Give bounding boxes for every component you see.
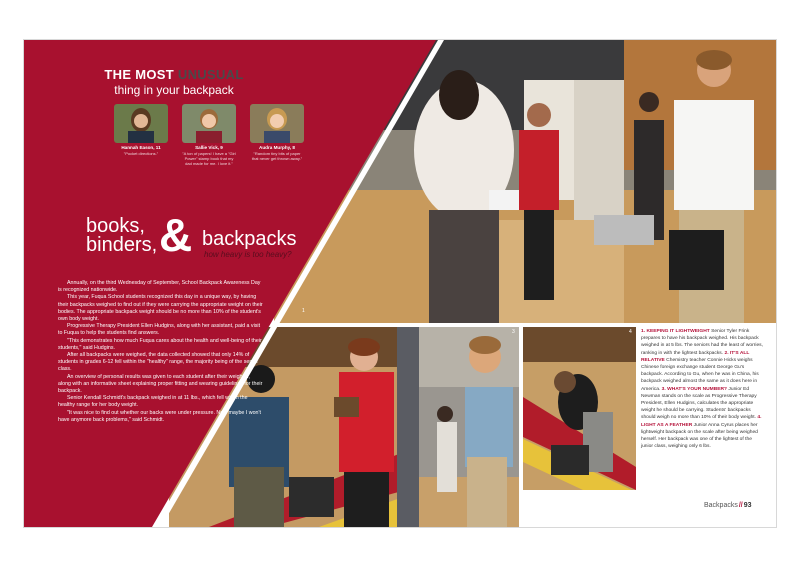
- portrait-name: Hannah Eason, 11: [121, 145, 161, 150]
- title-emphasis: UNUSUAL: [177, 67, 244, 82]
- footer-section: Backpacks: [704, 502, 738, 509]
- headline-ampersand: &: [159, 209, 193, 261]
- caption-keyword: 3. WHAT'S YOUR NUMBER?: [661, 386, 728, 392]
- body-paragraph: This year, Fuqua School students recognized this day in a unique way, by having their backpacks weighed to find out if they were carrying the appropriate weight on their bodies. The appropriate backpack weight should be no more than 10% of the student's own body weight.: [58, 294, 263, 323]
- portrait-photo: [114, 104, 168, 143]
- body-paragraph: An overview of personal results was given to each student after their weigh-in, along with an informative sheet explaining proper fitting and wearing guidelines for their backpack.: [58, 373, 263, 395]
- headline-binders: binders,: [86, 234, 158, 256]
- body-paragraph: Progressive Therapy President Ellen Hudgins, along with her assistant, paid a visit to Fuqua to help the students find answers.: [58, 323, 261, 337]
- photo-number: 1: [302, 308, 305, 314]
- portrait-row: [114, 104, 304, 184]
- portrait-photo: [250, 104, 304, 143]
- caption-text: Chemistry teacher Connie Hicks weighs Chinese foreign exchange student George Gu's backpack. According to Gu, when he was in China, his backpack weighed almost the same as it does here in America.: [641, 357, 759, 392]
- body-copy: [58, 280, 264, 424]
- headline-backpacks: backpacks: [202, 228, 297, 250]
- body-paragraph: After all backpacks were weighed, the data collected showed that only 14% of students in grades 6-12 fell within the "healthy" range, the majority being of the senior class.: [58, 352, 259, 373]
- portrait-card: [182, 104, 236, 166]
- photo-captions: [641, 328, 765, 450]
- caption-keyword: 1. KEEPING IT LIGHTWEIGHT: [641, 329, 710, 334]
- page-number: 93: [743, 502, 752, 509]
- portrait-name: Sallie Vick, 9: [195, 145, 223, 150]
- sidebar-title-line1: [24, 67, 324, 82]
- portrait-photo: [182, 104, 236, 143]
- body-paragraph: Senior Kendall Schmidt's backpack weighed in at 11 lbs., which fell within the healthy range for her body weight.: [58, 395, 248, 409]
- caption-text: Junior Ed Newman stands on the scale as Progressive Therapy President, Ellen Hudgins, calculates the appropriate weight he should be carrying. Students' backpacks should weigh no more than 10% of their body weight.: [641, 386, 758, 421]
- portrait-quote: "A ton of papers! I have a "Girl Power" stamp book that my dad made for me. I love it.": [182, 151, 236, 166]
- body-paragraph: Annually, on the third Wednesday of September, School Backpack Awareness Day is recognized nationwide.: [58, 280, 261, 294]
- photo-number: 3: [512, 329, 515, 335]
- caption-keyword: 2. IT'S ALL RELATIVE: [641, 350, 750, 363]
- yearbook-spread: [24, 40, 776, 527]
- body-paragraph: "This demonstrates how much Fuqua cares about the health and well-being of their students," said Hudgins.: [58, 337, 262, 351]
- sidebar-title-line2: thing in your backpack: [114, 83, 234, 97]
- portrait-card: [114, 104, 168, 156]
- caption-keyword: 4. LIGHT AS A FEATHER: [641, 415, 762, 428]
- page-footer: [704, 502, 752, 509]
- portrait-quote: "Random tiny bits of paper that never get thrown away.": [251, 151, 303, 161]
- headline-subtitle: how heavy is too heavy?: [204, 250, 292, 259]
- sidebar-title: [24, 67, 324, 97]
- body-paragraph: "It was nice to find out whether our backs were under pressure. Now maybe I won't have anymore back problems," said Schmidt.: [58, 409, 261, 423]
- footer-slash: //: [738, 502, 743, 509]
- caption-text: Senior Tyler Frink prepares to have his backpack weighed. His backpack weighed in at 5 lbs. The seniors had the least of worries, ranking in with the lightest backpacks.: [641, 329, 763, 356]
- title-prefix: THE MOST: [104, 67, 178, 82]
- portrait-name: Audra Murphy, 8: [259, 145, 295, 150]
- portrait-card: [250, 104, 304, 161]
- caption-text: Junior Anna Cyrus places her lightweight backpack on the scale after being weighed herself. Her backpack was one of the lightest of the junior class, weighing only 6 lbs.: [641, 422, 758, 450]
- headline-books: books,: [86, 215, 145, 237]
- photo-number: 4: [629, 329, 632, 335]
- portrait-quote: "Pocket directions.": [123, 151, 159, 156]
